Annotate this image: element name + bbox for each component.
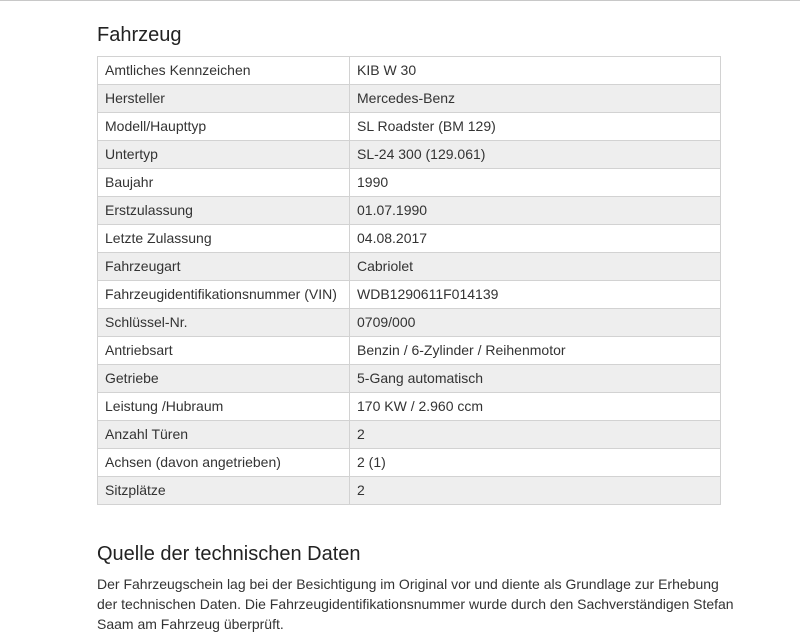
data-source-paragraph: Der Fahrzeugschein lag bei der Besichtigung im Original vor und diente als Grundlage zur Erhebung der technischen Daten. Die Fahrzeugidentifikationsnummer wurde durch den Sachverständigen Stefan Saam am Fahrzeug überprüft. xyxy=(97,576,734,632)
table-row xyxy=(98,421,721,449)
table-row xyxy=(98,337,721,365)
section-title-vehicle: Fahrzeug xyxy=(97,24,182,46)
row-value: 2 xyxy=(350,477,721,505)
row-label: Fahrzeugart xyxy=(98,253,350,281)
row-label: Anzahl Türen xyxy=(98,421,350,449)
table-row xyxy=(98,113,721,141)
table-row xyxy=(98,393,721,421)
row-value: Mercedes-Benz xyxy=(350,85,721,113)
top-divider xyxy=(0,0,800,1)
row-label: Modell/Haupttyp xyxy=(98,113,350,141)
table-row xyxy=(98,253,721,281)
row-value: 170 KW / 2.960 ccm xyxy=(350,393,721,421)
vehicle-data-table xyxy=(97,56,721,505)
row-label: Achsen (davon angetrieben) xyxy=(98,449,350,477)
table-row xyxy=(98,281,721,309)
row-label: Baujahr xyxy=(98,169,350,197)
table-row xyxy=(98,197,721,225)
row-label: Leistung /Hubraum xyxy=(98,393,350,421)
row-value: 01.07.1990 xyxy=(350,197,721,225)
row-label: Untertyp xyxy=(98,141,350,169)
table-row xyxy=(98,169,721,197)
table-row xyxy=(98,225,721,253)
table-row xyxy=(98,477,721,505)
row-label: Fahrzeugidentifikationsnummer (VIN) xyxy=(98,281,350,309)
row-value: SL-24 300 (129.061) xyxy=(350,141,721,169)
row-label: Hersteller xyxy=(98,85,350,113)
row-label: Erstzulassung xyxy=(98,197,350,225)
row-value: 2 (1) xyxy=(350,449,721,477)
row-label: Antriebsart xyxy=(98,337,350,365)
row-value: KIB W 30 xyxy=(350,57,721,85)
row-value: SL Roadster (BM 129) xyxy=(350,113,721,141)
row-value: 2 xyxy=(350,421,721,449)
row-label: Letzte Zulassung xyxy=(98,225,350,253)
row-value: Cabriolet xyxy=(350,253,721,281)
table-row xyxy=(98,85,721,113)
section-title-data-source: Quelle der technischen Daten xyxy=(97,543,361,565)
row-value: Benzin / 6-Zylinder / Reihenmotor xyxy=(350,337,721,365)
table-row xyxy=(98,141,721,169)
table-row xyxy=(98,449,721,477)
table-row xyxy=(98,57,721,85)
table-row xyxy=(98,365,721,393)
row-label: Schlüssel-Nr. xyxy=(98,309,350,337)
row-label: Amtliches Kennzeichen xyxy=(98,57,350,85)
row-value: 1990 xyxy=(350,169,721,197)
row-value: WDB1290611F014139 xyxy=(350,281,721,309)
table-row xyxy=(98,309,721,337)
row-value: 5-Gang automatisch xyxy=(350,365,721,393)
row-value: 0709/000 xyxy=(350,309,721,337)
row-label: Getriebe xyxy=(98,365,350,393)
row-value: 04.08.2017 xyxy=(350,225,721,253)
row-label: Sitzplätze xyxy=(98,477,350,505)
